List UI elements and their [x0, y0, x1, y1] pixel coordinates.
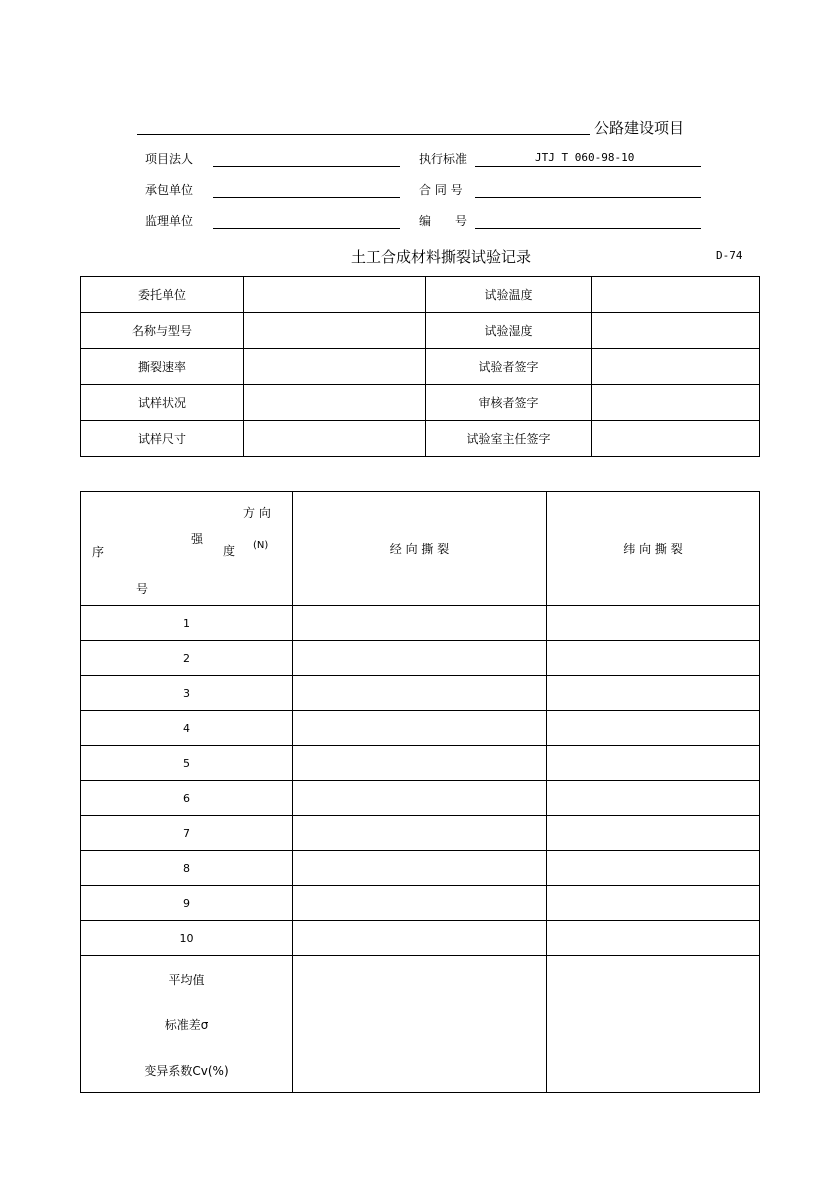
project-name-line	[137, 134, 590, 135]
table-row	[81, 676, 760, 711]
row-number: 6	[81, 781, 293, 816]
strength-label: 强	[191, 532, 204, 546]
info-label: 试验室主任签字	[426, 421, 592, 457]
contractor-field[interactable]	[213, 197, 400, 198]
info-value[interactable]	[592, 349, 760, 385]
standard-field[interactable]	[475, 166, 701, 167]
table-row	[81, 746, 760, 781]
direction-label: 方 向	[243, 506, 271, 520]
label-legal-person: 项目法人	[145, 152, 194, 166]
label-supervisor: 监理单位	[145, 214, 194, 228]
info-label: 试验湿度	[426, 313, 592, 349]
info-value[interactable]	[592, 421, 760, 457]
warp-value[interactable]	[293, 886, 547, 921]
standard-value: JTJ T 060-98-10	[535, 151, 635, 164]
warp-stats[interactable]	[293, 956, 547, 1093]
weft-value[interactable]	[547, 851, 760, 886]
supervisor-field[interactable]	[213, 228, 400, 229]
warp-value[interactable]	[293, 711, 547, 746]
info-label: 委托单位	[81, 277, 244, 313]
row-number: 9	[81, 886, 293, 921]
info-label: 撕裂速率	[81, 349, 244, 385]
stddev-label: 标准差σ	[164, 1018, 209, 1032]
table-row	[81, 641, 760, 676]
info-label: 名称与型号	[81, 313, 244, 349]
table-row	[81, 886, 760, 921]
weft-value[interactable]	[547, 816, 760, 851]
row-number: 3	[81, 676, 293, 711]
weft-value[interactable]	[547, 886, 760, 921]
contract-no-field[interactable]	[475, 197, 701, 198]
warp-value[interactable]	[293, 921, 547, 956]
col-warp-header: 经 向 撕 裂	[293, 492, 547, 606]
table-row	[81, 606, 760, 641]
info-label: 试验温度	[426, 277, 592, 313]
info-value[interactable]	[244, 349, 426, 385]
label-contractor: 承包单位	[145, 183, 194, 197]
warp-value[interactable]	[293, 606, 547, 641]
weft-value[interactable]	[547, 711, 760, 746]
table-row	[81, 816, 760, 851]
col-weft-header: 纬 向 撕 裂	[547, 492, 760, 606]
info-value[interactable]	[244, 385, 426, 421]
row-number: 4	[81, 711, 293, 746]
row-number: 8	[81, 851, 293, 886]
info-label: 试样状况	[81, 385, 244, 421]
label-serial-no: 编 号	[419, 214, 468, 228]
form-code: D-74	[716, 249, 743, 262]
table-row	[81, 921, 760, 956]
info-row	[81, 421, 760, 457]
table-row	[81, 851, 760, 886]
serial-no-field[interactable]	[475, 228, 701, 229]
info-value[interactable]	[244, 421, 426, 457]
table-row	[81, 781, 760, 816]
info-row	[81, 313, 760, 349]
cv-label: 变异系数Cv(%)	[144, 1064, 229, 1078]
row-number: 10	[81, 921, 293, 956]
info-row	[81, 277, 760, 313]
warp-value[interactable]	[293, 816, 547, 851]
info-value[interactable]	[244, 313, 426, 349]
weft-value[interactable]	[547, 676, 760, 711]
label-standard: 执行标准	[419, 152, 468, 166]
warp-value[interactable]	[293, 746, 547, 781]
degree-label: 度	[223, 544, 236, 558]
warp-value[interactable]	[293, 641, 547, 676]
info-row	[81, 385, 760, 421]
warp-value[interactable]	[293, 851, 547, 886]
info-label: 试样尺寸	[81, 421, 244, 457]
document-title: 土工合成材料撕裂试验记录	[351, 248, 532, 266]
legal-person-field[interactable]	[213, 166, 400, 167]
weft-value[interactable]	[547, 746, 760, 781]
weft-value[interactable]	[547, 641, 760, 676]
table-row	[81, 711, 760, 746]
info-label: 试验者签字	[426, 349, 592, 385]
row-number: 1	[81, 606, 293, 641]
corner-header-cell	[81, 492, 293, 606]
info-value[interactable]	[592, 313, 760, 349]
label-contract-no: 合 同 号	[419, 183, 463, 197]
unit-label: (N)	[253, 540, 269, 551]
warp-value[interactable]	[293, 781, 547, 816]
info-label: 审核者签字	[426, 385, 592, 421]
row-number: 7	[81, 816, 293, 851]
info-value[interactable]	[244, 277, 426, 313]
row-number: 5	[81, 746, 293, 781]
weft-value[interactable]	[547, 781, 760, 816]
row-number: 2	[81, 641, 293, 676]
seq-label: 序	[92, 545, 105, 559]
stats-row	[81, 956, 760, 1093]
project-suffix: 公路建设项目	[594, 119, 685, 137]
info-row	[81, 349, 760, 385]
mean-label: 平均值	[168, 973, 205, 987]
weft-value[interactable]	[547, 921, 760, 956]
num-label: 号	[136, 582, 149, 596]
info-value[interactable]	[592, 385, 760, 421]
result-table	[80, 491, 760, 1093]
info-table	[80, 276, 760, 457]
info-value[interactable]	[592, 277, 760, 313]
weft-value[interactable]	[547, 606, 760, 641]
warp-value[interactable]	[293, 676, 547, 711]
weft-stats[interactable]	[547, 956, 760, 1093]
